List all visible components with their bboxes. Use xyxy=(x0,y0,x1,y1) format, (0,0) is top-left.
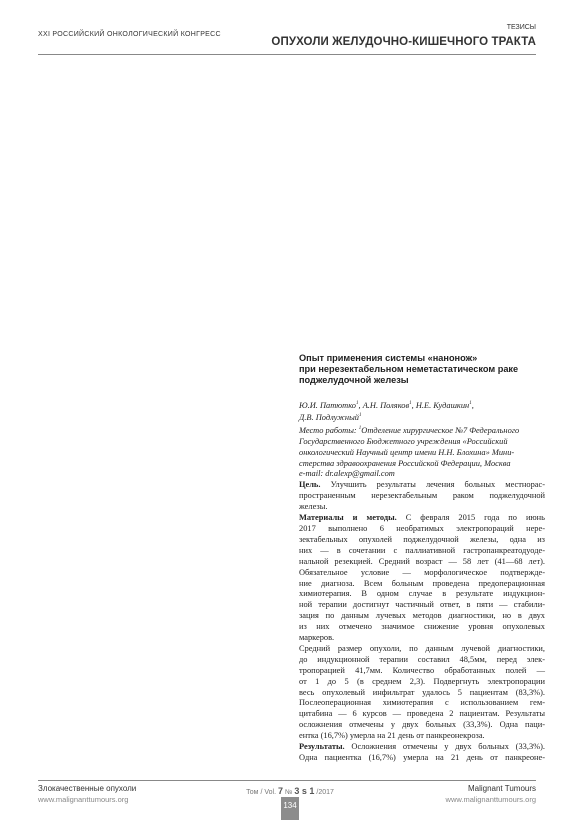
methods-label: Материалы и методы. xyxy=(299,513,397,523)
affiliation: Место работы: $^1$Отделение хирургическое №7 Федерального Государственного Бюджетного учреждения «Российский онкологический Научный центр имени Н.Н. Блохина» Мини- стерства здравоохранения Российской Федерации, Москва e-mail: dr.alexp@gmail.com xyxy=(299,424,545,480)
author-affil-mark: 1 xyxy=(358,413,362,419)
section-label: ТЕЗИСЫ xyxy=(506,24,536,31)
author-name: , Н.Е. Кудашкин xyxy=(411,400,470,410)
details-paragraph: Средний размер опухоли, по данным лучевой диагностики, до индукционной терапии составил 48,5мм, перед элек- тропорацией 41,7мм. Количество обработанных полей — от 1 до 5 (в среднем 2,3). Подвергнуть электропорации весь опухолевый инфильтрат удалось 5 пациентам (83,3%). Послеоперационная химиотерапия с использованием гем- цитабина — 6 курсов — проведена 2 пациентам. Результаты осложнения отмечены у двух больных (33,3%). Одна паци- ентка (16,7%) умерла на 21 день от панкреонекроза. xyxy=(299,643,545,741)
article-title-line: при нерезектабельном неметастатическом раке xyxy=(299,364,519,375)
author-affil-mark: 1 xyxy=(409,400,412,406)
journal-name-en: Malignant Tumours xyxy=(467,784,536,793)
authors: Ю.И. Патютко$^1$, А.Н. Поляков$^1$, Н.Е. Кудашкин$^1$, Д.В. Подлужный$^1$ xyxy=(299,400,474,423)
article-title xyxy=(299,353,545,387)
article-title-line: поджелудочной железы xyxy=(299,375,409,386)
results-paragraph: Результаты. Осложнения отмечены у двух больных (33,3%). Одна пациентка (16,7%) умерла на 21 день от панкреоне- xyxy=(299,742,545,762)
page-number: 134 xyxy=(281,797,299,820)
goal-label: Цель. xyxy=(299,480,321,490)
goal-paragraph: Цель. Улучшить результаты лечения больных местнорас- пространенным нерезектабельным раком поджелудочной железы. xyxy=(299,480,545,512)
methods-paragraph: Материалы и методы. С февраля 2015 года по июнь 2017 выполнено 6 необратимых электропораций нере- зектабельных опухолей поджелудочной железы, одна из них — в сочетании с паллиативной гастропанкреатодуоде- нальной резекцией. Средний возраст — 58 лет (41—68 лет). Обязательное условие — морфологическое подтвержде- ние диагноза. Всем больным проведена предоперационная химиотерапия. В одном случае в результате индукцион- ной терапии достигнут частичный ответ, в пяти — стабили- зация по данным лучевых методов диагностики, но в двух из них отмечено значимое снижение уровня опухолевых маркеров. xyxy=(299,513,545,643)
author-affil-mark: 1 xyxy=(469,400,472,406)
footer-rule xyxy=(38,780,536,781)
section-title: ОПУХОЛИ ЖЕЛУДОЧНО-КИШЕЧНОГО ТРАКТА xyxy=(271,36,536,48)
journal-site-link-en[interactable]: www.malignanttumours.org xyxy=(445,795,536,804)
author-name: Д.В. Подлужный xyxy=(299,413,359,423)
author-name: Ю.И. Патютко xyxy=(299,400,356,410)
author-affil-mark: 1 xyxy=(356,400,359,406)
congress-name: XXI РОССИЙСКИЙ ОНКОЛОГИЧЕСКИЙ КОНГРЕСС xyxy=(38,31,221,38)
journal-site-link[interactable]: www.malignanttumours.org xyxy=(38,795,129,804)
results-label: Результаты. xyxy=(299,742,345,752)
author-name: , А.Н. Поляков xyxy=(358,400,410,410)
header-rule xyxy=(38,54,536,55)
issue-info: Том / Vol. 7 № 3 s 1 /2017 xyxy=(246,786,334,796)
article-title-line: Опыт применения системы «нанонож» xyxy=(299,353,478,363)
email: e-mail: dr.alexp@gmail.com xyxy=(299,469,395,479)
article xyxy=(299,353,545,764)
journal-name-ru: Злокачественные опухоли xyxy=(38,784,137,793)
